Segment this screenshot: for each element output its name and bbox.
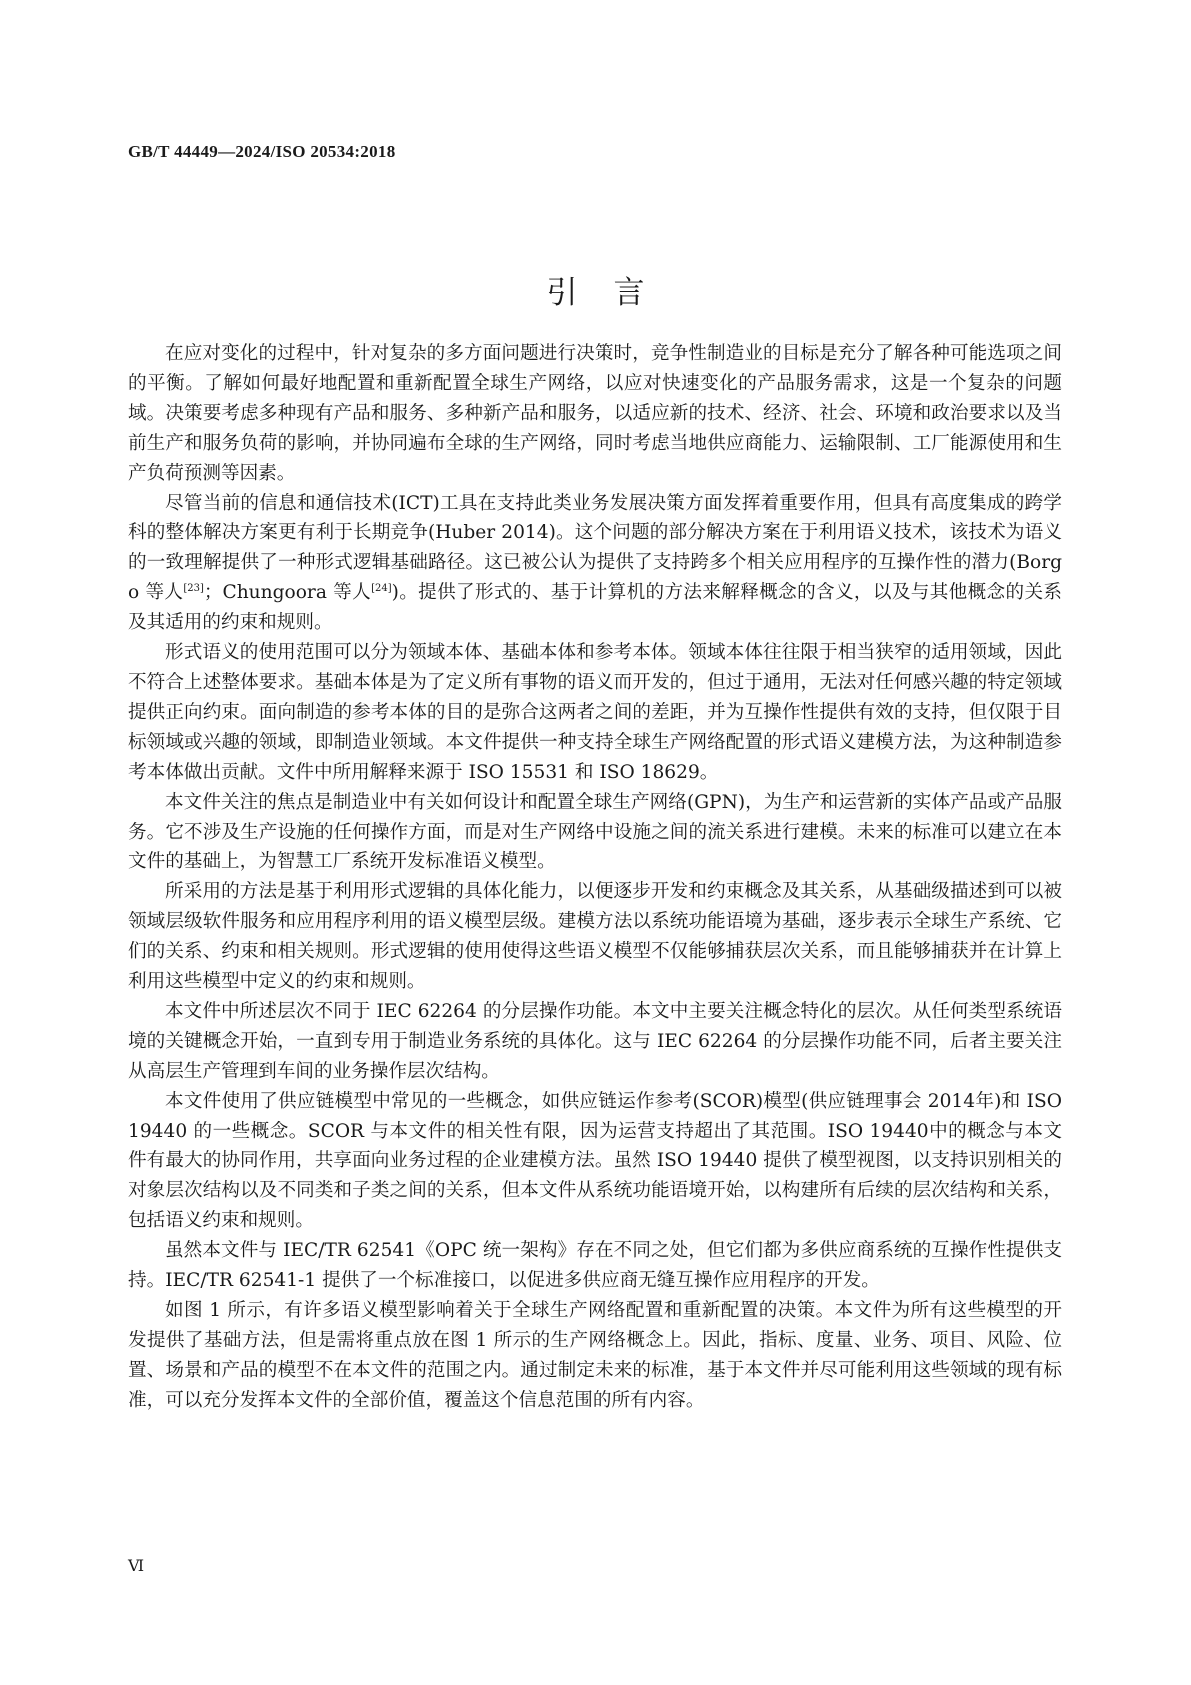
paragraph-5: 所采用的方法是基于利用形式逻辑的具体化能力，以便逐步开发和约束概念及其关系，从基础级描述到可以被领域层级软件服务和应用程序利用的语义模型层级。建模方法以系统功能语境为基础，逐步表示全球生产系统、它们的关系、约束和相关规则。形式逻辑的使用使得这些语义模型不仅能够捕获层次关系，而且能够捕获并在计算上利用这些模型中定义的约束和规则。 (128, 881, 1062, 993)
paragraph-2-middle: ；Chungoora 等人 (203, 582, 372, 604)
paragraph-1: 在应对变化的过程中，针对复杂的多方面问题进行决策时，竞争性制造业的目标是充分了解各种可能选项之间的平衡。了解如何最好地配置和重新配置全球生产网络，以应对快速变化的产品服务需求，这是一个复杂的问题域。决策要考虑多种现有产品和服务、多种新产品和服务，以适应新的技术、经济、社会、环境和政治要求以及当前生产和服务负荷的影响，并协同遍布全球的生产网络，同时考虑当地供应商能力、运输限制、工厂能源使用和生产负荷预测等因素。 (128, 343, 1062, 484)
page-title: 引言 (546, 274, 681, 311)
paragraph-2-start: 尽管当前的信息和通信技术(ICT)工具在支持此类业务发展决策方面发挥着重要作用，但具有高度集成的跨学科的整体解决方案更有利于长期竞争(Huber 2014)。这个问题的部分解决方案在于利用语义技术，该技术为语义的一致理解提供了一种形式逻辑基础路径。这已被公认为提供了支持跨多个相关应用程序的互操作性的潜力(Borgo 等人 (128, 492, 1062, 604)
paragraph-2 (128, 489, 1062, 639)
paragraph-4: 本文件关注的焦点是制造业中有关如何设计和配置全球生产网络(GPN)，为生产和运营新的实体产品或产品服务。它不涉及生产设施的任何操作方面，而是对生产网络中设施之间的流关系进行建模。未来的标准可以建立在本文件的基础上，为智慧工厂系统开发标准语义模型。 (128, 791, 1062, 873)
paragraph-9: 如图 1 所示，有许多语义模型影响着关于全球生产网络配置和重新配置的决策。本文件为所有这些模型的开发提供了基础方法，但是需将重点放在图 1 所示的生产网络概念上。因此，指标、度量、业务、项目、风险、位置、场景和产品的模型不在本文件的范围之内。通过制定未来的标准，基于本文件并尽可能利用这些领域的现有标准，可以充分发挥本文件的全部价值，覆盖这个信息范围的所有内容。 (128, 1300, 1062, 1411)
standard-id-header: GB/T 44449—2024/ISO 20534:2018 (128, 142, 396, 161)
paragraph-7: 本文件使用了供应链模型中常见的一些概念，如供应链运作参考(SCOR)模型(供应链理事会 2014年)和 ISO 19440 的一些概念。SCOR 与本文件的相关性有限，因为运营支持超出了其范围。ISO 19440中的概念与本文件有最大的协同作用，共享面向业务过程的企业建模方法。虽然 ISO 19440 提供了模型视图，以支持识别相关的对象层次结构以及不同类和子类之间的关系，但本文件从系统功能语境开始，以构建所有后续的层次结构和关系，包括语义约束和规则。 (128, 1090, 1062, 1232)
page-number: Ⅵ (128, 1558, 145, 1575)
citation-24: [24] (371, 583, 392, 595)
paragraph-8: 虽然本文件与 IEC/TR 62541《OPC 统一架构》存在不同之处，但它们都为多供应商系统的互操作性提供支持。IEC/TR 62541-1 提供了一个标准接口，以促进多供应商无缝互操作应用程序的开发。 (128, 1240, 1062, 1292)
paragraph-3: 形式语义的使用范围可以分为领域本体、基础本体和参考本体。领域本体往往限于相当狭窄的适用领域，因此不符合上述整体要求。基础本体是为了定义所有事物的语义而开发的，但过于通用，无法对任何感兴趣的特定领域提供正向约束。面向制造的参考本体的目的是弥合这两者之间的差距，并为互操作性提供有效的支持，但仅限于目标领域或兴趣的领域，即制造业领域。本文件提供一种支持全球生产网络配置的形式语义建模方法，为这种制造参考本体做出贡献。文件中所用解释来源于 ISO 15531 和 ISO 18629。 (128, 642, 1062, 783)
paragraph-6: 本文件中所述层次不同于 IEC 62264 的分层操作功能。本文中主要关注概念特化的层次。从任何类型系统语境的关键概念开始，一直到专用于制造业务系统的具体化。这与 IEC 62264 的分层操作功能不同，后者主要关注从高层生产管理到车间的业务操作层次结构。 (128, 1000, 1062, 1082)
paragraph-2-end: )。提供了形式的、基于计算机的方法来解释概念的含义，以及与其他概念的关系及其适用的约束和规则。 (128, 582, 1062, 634)
body-text (128, 339, 1062, 1416)
citation-23: [23] (183, 583, 204, 595)
